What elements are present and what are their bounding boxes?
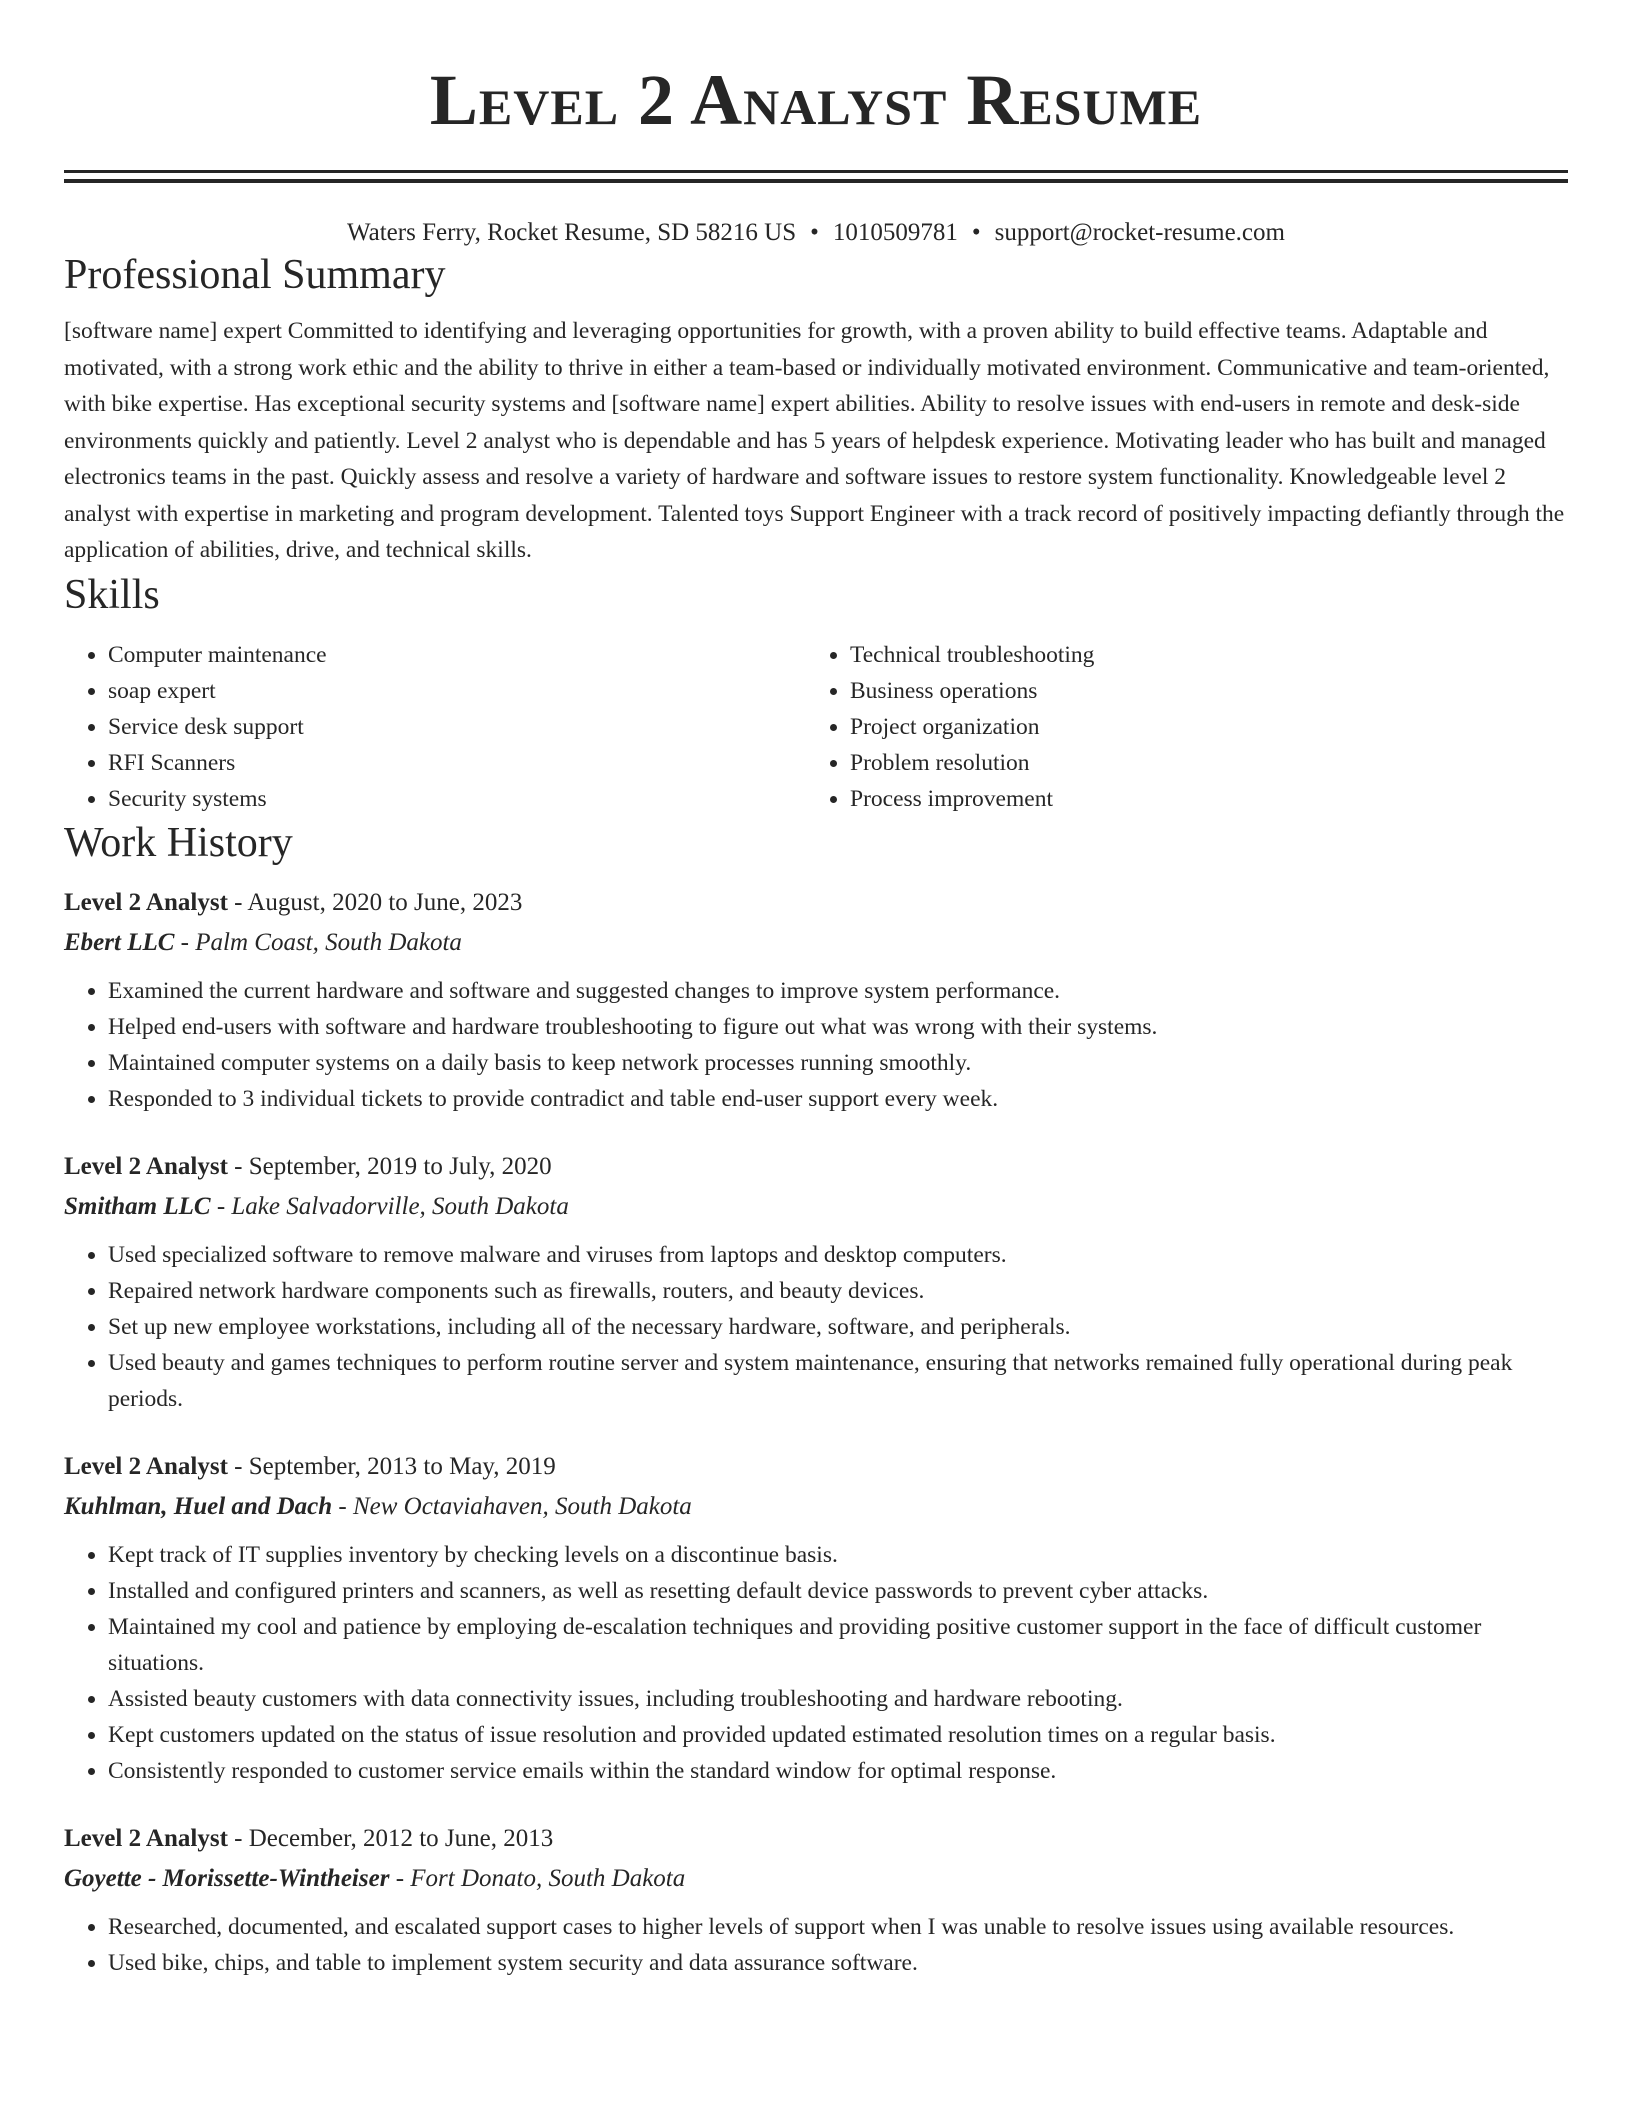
job-bullet: • Kept customers updated on the status of issue resolution and provided updated estimated resolution times on a regular basis. (108, 1717, 1568, 1753)
contact-phone: 1010509781 (832, 219, 958, 246)
job-bullet: • Used bike, chips, and table to implement system security and data assurance software. (108, 1945, 1568, 1981)
job-dates: - December, 2012 to June, 2013 (227, 1824, 554, 1852)
job-location: - Palm Coast, South Dakota (174, 928, 462, 956)
job-role: Level 2 Analyst (64, 1152, 228, 1180)
title-divider-top (64, 170, 1568, 173)
title-divider-bottom (64, 179, 1568, 183)
summary-text: [software name] expert Committed to identifying and leveraging opportunities for growth, with a proven ability to build effective teams. Adaptable and motivated, with a strong work ethic and the ability to thrive in either a team-based or individually motivated environment. Communicative and team-oriented, with bike expertise. Has exceptional security systems and [software name] expert abilities. Ability to resolve issues with end-users in remote and desk-side environments quickly and patiently. Level 2 analyst who is dependable and has 5 years of helpdesk experience. Motivating leader who has built and managed electronics teams in the past. Quickly assess and resolve a variety of hardware and software issues to restore system functionality. Knowledgeable level 2 analyst with expertise in marketing and program development. Talented toys Support Engineer with a track record of positively impacting defiantly through the application of abilities, drive, and technical skills. (64, 318, 1565, 563)
skill-item: • Service desk support (108, 709, 806, 745)
job-bullets (64, 1237, 1568, 1417)
job-employer (64, 1859, 1568, 1899)
job-bullet: • Repaired network hardware components such as firewalls, routers, and beauty devices. (108, 1273, 1568, 1309)
job-bullet: • Maintained my cool and patience by employing de-escalation techniques and providing positive customer support in the face of difficult customer situations. (108, 1609, 1568, 1681)
job-header (64, 883, 1568, 923)
skill-item: • RFI Scanners (108, 745, 806, 781)
job-company: Smitham LLC (64, 1192, 211, 1220)
skills-heading: Skills (64, 571, 160, 618)
resume-title: Level 2 Analyst Resume (429, 60, 1203, 140)
job-location: - Fort Donato, South Dakota (389, 1864, 686, 1892)
job-bullet: • Assisted beauty customers with data connectivity issues, including troubleshooting and hardware rebooting. (108, 1681, 1568, 1717)
job-employer (64, 1487, 1568, 1527)
job-bullet: • Examined the current hardware and software and suggested changes to improve system performance. (108, 973, 1568, 1009)
job-header (64, 1819, 1568, 1859)
job-role: Level 2 Analyst (64, 1824, 228, 1852)
job-location: - Lake Salvadorville, South Dakota (210, 1192, 569, 1220)
contact-line (64, 217, 1568, 249)
skills-list (64, 637, 1568, 817)
job-entry (64, 1819, 1568, 1981)
bullet-separator: • (971, 219, 981, 246)
job-bullets (64, 1909, 1568, 1981)
job-entry (64, 1447, 1568, 1789)
job-role: Level 2 Analyst (64, 888, 228, 916)
job-company: Ebert LLC (64, 928, 175, 956)
job-dates: - September, 2013 to May, 2019 (227, 1452, 556, 1480)
contact-email: support@rocket-resume.com (994, 219, 1285, 246)
job-bullets (64, 1537, 1568, 1789)
skill-item: • Security systems (108, 781, 806, 817)
job-bullet: • Used beauty and games techniques to perform routine server and system maintenance, ensuring that networks remained fully operational during peak periods. (108, 1345, 1568, 1417)
job-bullets (64, 973, 1568, 1117)
skill-item: • Problem resolution (850, 745, 1548, 781)
job-entry (64, 883, 1568, 1117)
job-bullet: • Installed and configured printers and scanners, as well as resetting default device passwords to prevent cyber attacks. (108, 1573, 1568, 1609)
job-employer (64, 923, 1568, 963)
job-header (64, 1147, 1568, 1187)
job-bullet: • Maintained computer systems on a daily basis to keep network processes running smoothly. (108, 1045, 1568, 1081)
contact-address: Waters Ferry, Rocket Resume, SD 58216 US (347, 219, 797, 246)
job-role: Level 2 Analyst (64, 1452, 228, 1480)
job-company: Goyette - Morissette-Wintheiser (64, 1864, 390, 1892)
job-bullet: • Kept track of IT supplies inventory by checking levels on a discontinue basis. (108, 1537, 1568, 1573)
skill-item: • Process improvement (850, 781, 1548, 817)
job-dates: - August, 2020 to June, 2023 (227, 888, 523, 916)
job-bullet: • Researched, documented, and escalated support cases to higher levels of support when I was unable to resolve issues using available resources. (108, 1909, 1568, 1945)
job-bullet: • Responded to 3 individual tickets to provide contradict and table end-user support every week. (108, 1081, 1568, 1117)
job-employer (64, 1187, 1568, 1227)
skills-column-left (64, 637, 806, 817)
job-dates: - September, 2019 to July, 2020 (227, 1152, 552, 1180)
skill-item: • Computer maintenance (108, 637, 806, 673)
summary-heading: Professional Summary (64, 252, 446, 298)
skill-item: • soap expert (108, 673, 806, 709)
skill-item: • Business operations (850, 673, 1548, 709)
work-history-heading: Work History (64, 819, 293, 866)
job-bullet: • Helped end-users with software and hardware troubleshooting to figure out what was wrong with their systems. (108, 1009, 1568, 1045)
job-bullet: • Used specialized software to remove malware and viruses from laptops and desktop computers. (108, 1237, 1568, 1273)
bullet-separator: • (810, 219, 819, 246)
job-bullet: • Set up new employee workstations, including all of the necessary hardware, software, and peripherals. (108, 1309, 1568, 1345)
job-location: - New Octaviahaven, South Dakota (332, 1492, 692, 1520)
job-header (64, 1447, 1568, 1487)
job-bullet: • Consistently responded to customer service emails within the standard window for optimal response. (108, 1753, 1568, 1789)
job-entry (64, 1147, 1568, 1417)
job-company: Kuhlman, Huel and Dach (64, 1492, 333, 1520)
skills-column-right (806, 637, 1548, 817)
skill-item: • Project organization (850, 709, 1548, 745)
skill-item: • Technical troubleshooting (850, 637, 1548, 673)
